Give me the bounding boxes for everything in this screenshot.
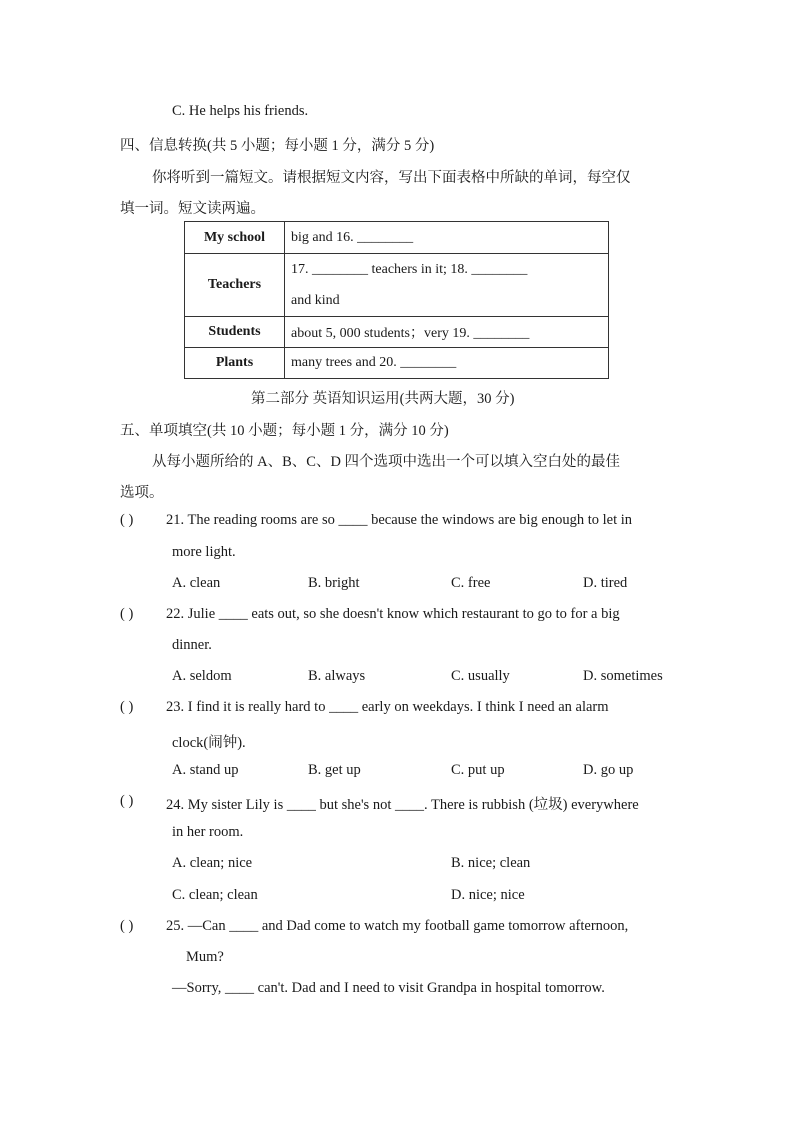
table-row: [185, 222, 609, 254]
blank-20-text: many trees and 20. ________: [291, 355, 457, 370]
q21-option-b[interactable]: B. bright: [308, 575, 360, 591]
row-header-my-school: My school: [185, 222, 285, 254]
section4-heading: 四、信息转换(共 5 小题；每小题 1 分，满分 5 分): [120, 138, 435, 154]
q21-stem-cont: more light.: [172, 544, 236, 560]
q25-stem-cont: Mum?: [186, 949, 224, 965]
answer-bracket[interactable]: ( ): [120, 606, 134, 622]
q24-stem-cont: in her room.: [172, 824, 244, 840]
row-header-plants: Plants: [185, 348, 285, 379]
teachers-line2: and kind: [291, 293, 340, 308]
q23-option-d[interactable]: D. go up: [583, 762, 634, 778]
part2-heading: 第二部分 英语知识运用(共两大题，30 分): [251, 391, 515, 407]
blank-19-text: about 5, 000 students；very 19. ________: [291, 326, 530, 341]
q22-stem-cont: dinner.: [172, 637, 212, 653]
answer-bracket[interactable]: ( ): [120, 699, 134, 715]
q24-option-c[interactable]: C. clean; clean: [172, 887, 258, 903]
q24-option-a[interactable]: A. clean; nice: [172, 855, 253, 871]
answer-bracket[interactable]: ( ): [120, 793, 134, 809]
table-row: [185, 254, 609, 317]
q23-option-a[interactable]: A. stand up: [172, 762, 239, 778]
prev-option-c: C. He helps his friends.: [172, 103, 309, 119]
section4-instruction-line1: 你将听到一篇短文。请根据短文内容，写出下面表格中所缺的单词，每空仅: [152, 170, 631, 186]
q23-stem: 23. I find it is really hard to ____ early on weekdays. I think I need an alarm: [166, 699, 609, 715]
q24-option-d[interactable]: D. nice; nice: [451, 887, 525, 903]
row-header-teachers: Teachers: [185, 254, 285, 317]
q21-option-c[interactable]: C. free: [451, 575, 491, 591]
blank-16-text: big and 16. ________: [291, 229, 414, 245]
table-row: [185, 317, 609, 348]
q23-stem-cont: clock(闹钟).: [172, 735, 246, 751]
table-row: [185, 348, 609, 379]
q25-stem: 25. —Can ____ and Dad come to watch my football game tomorrow afternoon,: [166, 918, 629, 934]
q22-option-a[interactable]: A. seldom: [172, 668, 232, 684]
q21-stem: 21. The reading rooms are so ____ because the windows are big enough to let in: [166, 512, 633, 528]
q21-option-d[interactable]: D. tired: [583, 575, 628, 591]
answer-bracket[interactable]: ( ): [120, 918, 134, 934]
q24-option-b[interactable]: B. nice; clean: [451, 855, 531, 871]
row-header-students: Students: [185, 317, 285, 348]
row-content: [285, 317, 609, 348]
section4-instruction-line2: 填一词。短文读两遍。: [120, 201, 265, 217]
section5-heading: 五、单项填空(共 10 小题；每小题 1 分，满分 10 分): [120, 423, 449, 439]
info-table: [184, 221, 609, 379]
row-content: [285, 222, 609, 254]
blank-17-18-text: 17. ________ teachers in it; 18. ________: [291, 262, 528, 277]
q25-response: —Sorry, ____ can't. Dad and I need to visit Grandpa in hospital tomorrow.: [172, 980, 605, 996]
row-content: [285, 348, 609, 379]
section5-instruction-line1: 从每小题所给的 A、B、C、D 四个选项中选出一个可以填入空白处的最佳: [152, 454, 621, 470]
q22-stem: 22. Julie ____ eats out, so she doesn't know which restaurant to go to for a big: [166, 606, 620, 622]
q24-stem: 24. My sister Lily is ____ but she's not ____. There is rubbish (垃圾) everywhere: [166, 797, 639, 813]
q22-option-b[interactable]: B. always: [308, 668, 366, 684]
section5-instruction-line2: 选项。: [120, 485, 164, 501]
q21-option-a[interactable]: A. clean: [172, 575, 221, 591]
q23-option-c[interactable]: C. put up: [451, 762, 505, 778]
q22-option-c[interactable]: C. usually: [451, 668, 510, 684]
q22-option-d[interactable]: D. sometimes: [583, 668, 663, 684]
row-content: [285, 254, 609, 317]
q23-option-b[interactable]: B. get up: [308, 762, 361, 778]
answer-bracket[interactable]: ( ): [120, 512, 134, 528]
